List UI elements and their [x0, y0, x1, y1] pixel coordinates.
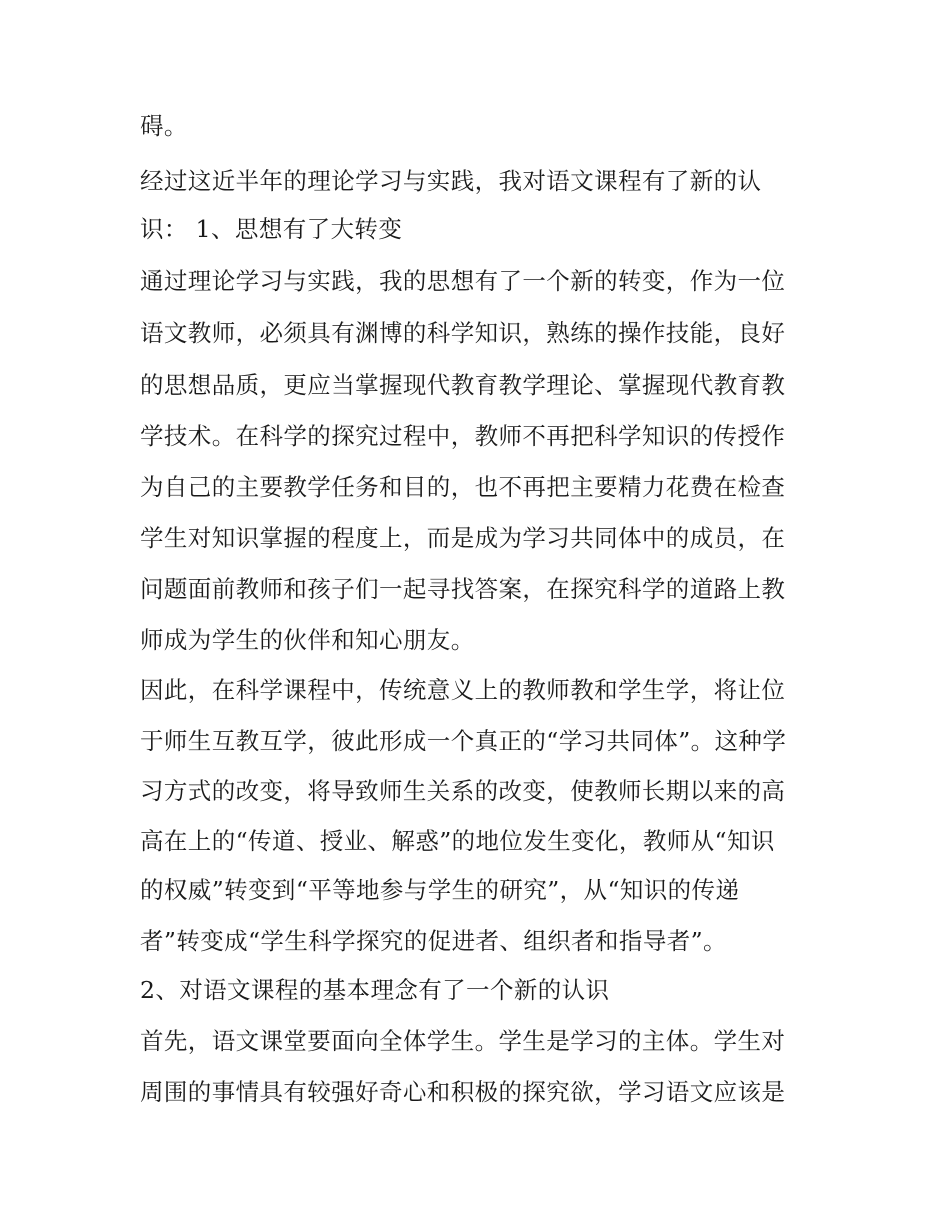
- text-line: 高在上的“传道、授业、解惑”的地位发生变化，教师从“知识: [140, 827, 775, 855]
- text-line: 的权威”转变到“平等地参与学生的研究”，从“知识的传递: [140, 876, 740, 904]
- text-line: 通过理论学习与实践，我的思想有了一个新的转变，作为一位: [140, 267, 786, 295]
- text-line: 习方式的改变，将导致师生关系的改变，使教师长期以来的高: [140, 777, 786, 805]
- text-line: 问题面前教师和孩子们一起寻找答案，在探究科学的道路上教: [140, 575, 786, 603]
- text-line: 2、对语文课程的基本理念有了一个新的认识: [140, 976, 610, 1004]
- text-line: 学技术。在科学的探究过程中，教师不再把科学知识的传授作: [140, 422, 786, 450]
- text-line: 经过这近半年的理论学习与实践，我对语文课程有了新的认: [140, 167, 762, 195]
- text-line: 者”转变成“学生科学探究的促进者、组织者和指导者”。: [140, 927, 727, 955]
- text-line: 碍。: [140, 112, 188, 140]
- text-line: 于师生互教互学，彼此形成一个真正的“学习共同体”。这种学: [140, 727, 787, 755]
- text-line: 首先，语文课堂要面向全体学生。学生是学习的主体。学生对: [140, 1027, 786, 1055]
- text-line: 师成为学生的伙伴和知心朋友。: [140, 626, 475, 654]
- text-line: 为自己的主要教学任务和目的，也不再把主要精力花费在检查: [140, 473, 786, 501]
- text-line: 学生对知识掌握的程度上，而是成为学习共同体中的成员，在: [140, 524, 786, 552]
- text-line: 周围的事情具有较强好奇心和积极的探究欲，学习语文应该是: [140, 1078, 786, 1106]
- text-line: 语文教师，必须具有渊博的科学知识，熟练的操作技能，良好: [140, 319, 786, 347]
- text-line: 的思想品质，更应当掌握现代教育教学理论、掌握现代教育教: [140, 371, 786, 399]
- text-line: 识： 1、思想有了大转变: [140, 215, 403, 243]
- text-line: 因此，在科学课程中，传统意义上的教师教和学生学，将让位: [140, 676, 786, 704]
